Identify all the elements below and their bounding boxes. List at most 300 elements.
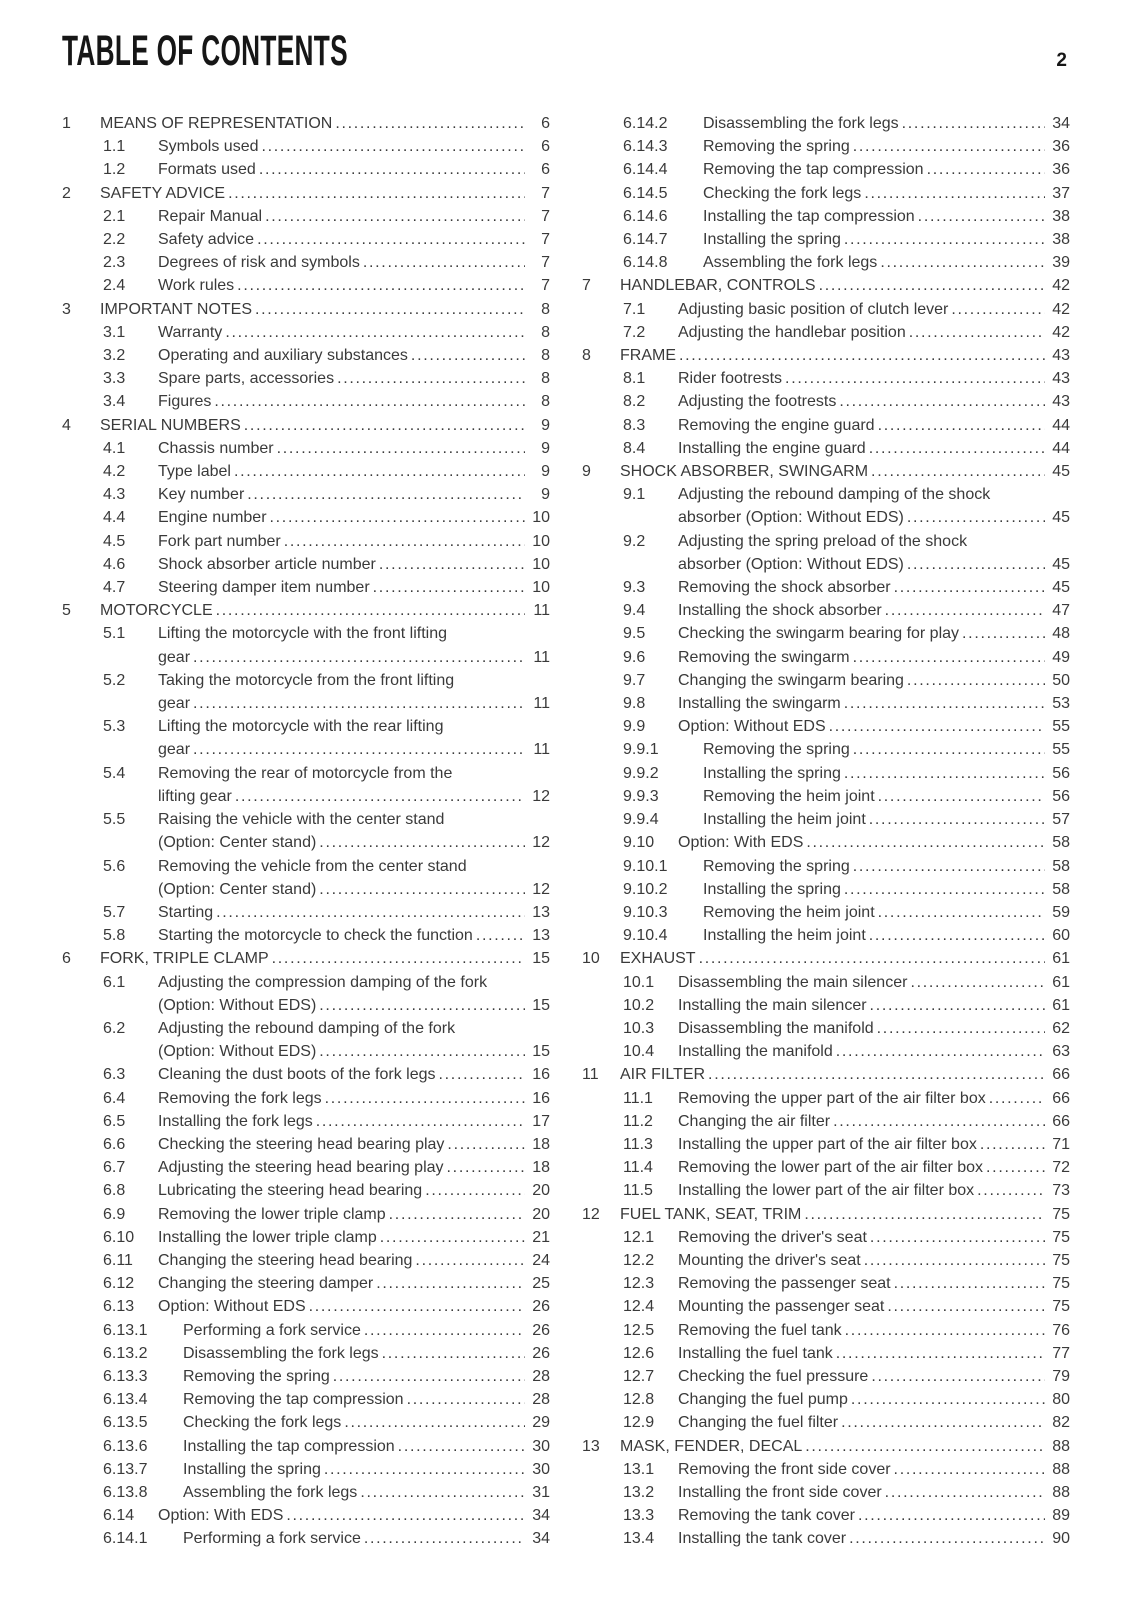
- toc-entry-number: 6.13.4: [103, 1391, 148, 1409]
- toc-entry-page: 12: [532, 880, 550, 898]
- toc-entry: [582, 622, 1070, 645]
- toc-entry-body: [158, 274, 550, 297]
- toc-dot-leader: [867, 994, 1045, 1017]
- toc-entry-page: 24: [532, 1251, 550, 1269]
- toc-entry-title: Installing the lower triple clamp: [158, 1228, 377, 1246]
- toc-entry-body: [678, 1156, 1070, 1179]
- toc-entry: [582, 669, 1070, 692]
- toc-dot-leader: [321, 1458, 525, 1481]
- toc-dot-leader: [833, 1040, 1045, 1063]
- toc-entry-title: Installing the shock absorber: [678, 602, 882, 620]
- toc-entry-title: Installing the manifold: [678, 1043, 833, 1061]
- toc-entry-page: 15: [532, 996, 550, 1014]
- toc-entry: [582, 808, 1070, 831]
- toc-dot-leader: [838, 1411, 1045, 1434]
- toc-entry-title: Warranty: [158, 323, 223, 341]
- toc-entry-number: 6.12: [103, 1275, 135, 1293]
- toc-entry-title: Mounting the passenger seat: [678, 1298, 885, 1316]
- toc-entry-number: 12.7: [623, 1367, 655, 1385]
- toc-entry-number: 7.2: [623, 323, 646, 341]
- toc-entry-page: 11: [533, 695, 550, 713]
- toc-entry-title: Removing the swingarm: [678, 648, 850, 666]
- toc-dot-leader: [254, 228, 525, 251]
- toc-entry-number: 9.9.3: [623, 787, 659, 805]
- toc-entry-page: 75: [1052, 1228, 1070, 1246]
- toc-entry-number: 6.14.5: [623, 184, 668, 202]
- toc-entry-page: 26: [532, 1321, 550, 1339]
- toc-entry-title: Removing the spring: [183, 1367, 330, 1385]
- toc-entry-number: 9.9: [623, 718, 646, 736]
- toc-entry-body: [158, 390, 550, 413]
- toc-entry-page: 62: [1052, 1019, 1070, 1037]
- toc-entry-body: [703, 228, 1070, 251]
- toc-entry-body: [158, 1179, 550, 1202]
- toc-entry-body: [158, 483, 550, 506]
- toc-entry-number: 5.1: [103, 625, 126, 643]
- toc-entry-body: [703, 878, 1070, 901]
- toc-dot-leader: [882, 599, 1045, 622]
- toc-dot-leader: [868, 460, 1045, 483]
- toc-entry-number: 12.9: [623, 1414, 655, 1432]
- toc-entry-page: 8: [541, 393, 550, 411]
- toc-dot-leader: [334, 367, 525, 390]
- toc-dot-leader: [907, 971, 1045, 994]
- toc-entry-body: [158, 901, 550, 924]
- toc-dot-leader: [306, 1295, 525, 1318]
- toc-entry-body: [183, 1458, 550, 1481]
- toc-entry-page: 44: [1052, 439, 1070, 457]
- toc-entry-number: 10.4: [623, 1043, 655, 1061]
- toc-entry: [582, 1342, 1070, 1365]
- toc-entry-title: Changing the swingarm bearing: [678, 671, 904, 689]
- toc-entry-number: 11.4: [623, 1159, 653, 1177]
- toc-entry: [582, 274, 1070, 297]
- toc-entry-body: [678, 1040, 1070, 1063]
- toc-entry-page: 18: [532, 1135, 550, 1153]
- toc-entry-number: 1: [62, 115, 71, 132]
- toc-entry-page: 7: [541, 184, 550, 202]
- toc-dot-leader: [915, 205, 1045, 228]
- toc-entry-body: [183, 1481, 550, 1504]
- toc-dot-leader: [361, 1319, 525, 1342]
- toc-entry-title: Performing a fork service: [183, 1530, 361, 1548]
- toc-entry-page: 42: [1052, 277, 1070, 295]
- toc-entry-page: 59: [1052, 903, 1070, 921]
- toc-entry-body: [678, 1133, 1070, 1156]
- toc-entry: [582, 1295, 1070, 1318]
- toc-entry-body: [678, 1388, 1070, 1411]
- toc-entry-page: 47: [1052, 602, 1070, 620]
- toc-entry: [582, 530, 1070, 576]
- toc-entry-number: 6.6: [103, 1135, 126, 1153]
- toc-entry-title: Rider footrests: [678, 370, 783, 388]
- toc-entry-page: 29: [532, 1414, 550, 1432]
- toc-dot-leader: [836, 390, 1045, 413]
- toc-entry-title: Raising the vehicle with the center stand: [158, 811, 445, 829]
- toc-entry: [582, 855, 1070, 878]
- toc-entry-body: [678, 1365, 1070, 1388]
- toc-entry-body: [678, 599, 1070, 622]
- toc-entry-body: [620, 1063, 1070, 1086]
- toc-entry-number: 2.2: [103, 231, 126, 249]
- toc-entry-title: Checking the fork legs: [703, 184, 862, 202]
- toc-entry-title: Safety advice: [158, 231, 255, 249]
- toc-dot-leader: [986, 1087, 1045, 1110]
- toc-entry-title: Changing the fuel pump: [678, 1391, 848, 1409]
- toc-dot-leader: [232, 785, 525, 808]
- toc-entry-body: [678, 646, 1070, 669]
- toc-entry: [582, 1319, 1070, 1342]
- toc-entry-number: 11: [582, 1066, 599, 1084]
- toc-entry: [582, 1087, 1070, 1110]
- toc-entry-title: Taking the motorcycle from the front lifting: [158, 671, 455, 689]
- toc-dot-leader: [316, 994, 525, 1017]
- toc-dot-leader: [341, 1411, 525, 1434]
- toc-entry-title: Installing the spring: [183, 1460, 321, 1478]
- toc-entry: [582, 994, 1070, 1017]
- toc-entry-number: 9.7: [623, 671, 646, 689]
- toc-entry-title: Lifting the motorcycle with the front lifting: [158, 625, 448, 643]
- toc-entry-page: 58: [1052, 880, 1070, 898]
- toc-entry-body: [158, 1133, 550, 1156]
- toc-entry-body: [620, 1203, 1070, 1226]
- toc-entry-page: 90: [1052, 1530, 1070, 1548]
- toc-dot-leader: [322, 1087, 525, 1110]
- toc-entry-number: 6.14.8: [623, 254, 668, 272]
- toc-entry-title: Removing the fork legs: [158, 1089, 322, 1107]
- toc-entry-number: 5.6: [103, 857, 126, 875]
- toc-dot-leader: [959, 622, 1045, 645]
- toc-entry-page: 42: [1052, 323, 1070, 341]
- toc-entry-body: [703, 855, 1070, 878]
- toc-entry: [62, 924, 550, 947]
- toc-entry-title: Adjusting basic position of clutch lever: [678, 300, 949, 318]
- toc-entry-title: Formats used: [158, 161, 256, 179]
- toc-dot-leader: [313, 1110, 525, 1133]
- toc-entry-number: 12.8: [623, 1391, 655, 1409]
- toc-entry-body: [678, 1458, 1070, 1481]
- toc-entry-page: 45: [1052, 509, 1070, 527]
- toc-entry-title: Removing the engine guard: [678, 416, 875, 434]
- toc-dot-leader: [395, 1435, 525, 1458]
- toc-entry-page: 16: [532, 1089, 550, 1107]
- toc-entry-page: 11: [533, 648, 550, 666]
- toc-entry: [62, 1504, 550, 1527]
- toc-entry-number: 10: [582, 950, 600, 968]
- toc-dot-leader: [332, 112, 525, 135]
- toc-entry-number: 4.1: [103, 439, 126, 457]
- toc-entry-page: 45: [1052, 579, 1070, 597]
- toc-dot-leader: [222, 321, 525, 344]
- toc-entry-number: 5: [62, 602, 71, 620]
- toc-entry-title: Work rules: [158, 277, 235, 295]
- toc-entry: [62, 1388, 550, 1411]
- toc-entry-body: [158, 158, 550, 181]
- toc-entry-title-continued: (Option: Without EDS): [158, 996, 317, 1014]
- toc-entry: [62, 947, 550, 970]
- toc-entry-number: 5.5: [103, 811, 126, 829]
- toc-entry-body: [678, 1342, 1070, 1365]
- toc-entry-body: [678, 1295, 1070, 1318]
- toc-entry-title-continued: gear: [158, 741, 191, 759]
- toc-entry: [582, 1411, 1070, 1434]
- toc-entry-page: 61: [1052, 950, 1070, 968]
- toc-dot-leader: [213, 901, 525, 924]
- toc-entry-title: Steering damper item number: [158, 579, 370, 597]
- toc-entry-number: 12.5: [623, 1321, 655, 1339]
- toc-entry-page: 10: [532, 579, 550, 597]
- toc-entry-body: [678, 1226, 1070, 1249]
- toc-entry-number: 1.1: [103, 138, 126, 156]
- toc-entry: [582, 182, 1070, 205]
- toc-entry-number: 4.3: [103, 486, 126, 504]
- toc-entry-title: Adjusting the rebound damping of the shock: [678, 486, 991, 504]
- toc-entry-page: 7: [541, 207, 550, 225]
- toc-entry: [582, 599, 1070, 622]
- toc-entry-title: Installing the tank cover: [678, 1530, 847, 1548]
- toc-entry-page: 7: [541, 254, 550, 272]
- toc-entry-title: Installing the upper part of the air filter box: [678, 1135, 977, 1153]
- toc-dot-leader: [444, 1156, 525, 1179]
- toc-entry-number: 6: [62, 950, 71, 968]
- toc-entry-title: Removing the tap compression: [703, 161, 924, 179]
- toc-entry-title: Removing the vehicle from the center stand: [158, 857, 467, 875]
- toc-entry: [62, 1203, 550, 1226]
- toc-dot-leader: [866, 924, 1045, 947]
- toc-column-right: [582, 112, 1070, 1551]
- toc-entry: [582, 1527, 1070, 1550]
- toc-entry-page: 21: [532, 1228, 550, 1246]
- toc-entry-number: 9.10.1: [623, 857, 668, 875]
- toc-entry-page: 34: [1052, 115, 1070, 132]
- toc-entry-body: [703, 135, 1070, 158]
- toc-entry-title: Key number: [158, 486, 245, 504]
- toc-entry-body: [703, 205, 1070, 228]
- toc-dot-leader: [330, 1365, 525, 1388]
- toc-entry-body: [100, 112, 550, 135]
- toc-entry: [62, 1087, 550, 1110]
- toc-dot-leader: [473, 924, 525, 947]
- toc-dot-leader: [316, 1040, 525, 1063]
- toc-entry: [62, 344, 550, 367]
- toc-entry-body: [678, 622, 1070, 645]
- toc-dot-leader: [841, 762, 1045, 785]
- toc-entry: [62, 112, 550, 135]
- toc-entry-number: 6.7: [103, 1159, 126, 1177]
- toc-dot-leader: [866, 437, 1045, 460]
- toc-entry-title: Removing the passenger seat: [678, 1275, 891, 1293]
- toc-entry: [62, 622, 550, 668]
- toc-dot-leader: [842, 1319, 1045, 1342]
- toc-entry-number: 6.2: [103, 1019, 126, 1037]
- toc-dot-leader: [841, 228, 1045, 251]
- toc-entry-number: 9.10: [623, 834, 655, 852]
- toc-entry-page: 8: [541, 347, 550, 365]
- toc-entry-body: [678, 831, 1070, 854]
- toc-entry-body: [158, 205, 550, 228]
- toc-dot-leader: [377, 1226, 525, 1249]
- toc-entry: [582, 228, 1070, 251]
- toc-entry-title: Changing the steering head bearing: [158, 1251, 413, 1269]
- toc-entry-title: IMPORTANT NOTES: [100, 300, 253, 318]
- toc-entry: [62, 1133, 550, 1156]
- toc-entry-title: Installing the heim joint: [703, 811, 866, 829]
- toc-entry-number: 12.2: [623, 1251, 655, 1269]
- toc-entry: [582, 483, 1070, 529]
- toc-dot-leader: [360, 251, 525, 274]
- toc-dot-leader: [436, 1063, 525, 1086]
- toc-entry-body: [678, 530, 1070, 576]
- toc-entry: [582, 1040, 1070, 1063]
- toc-entry-page: 10: [532, 555, 550, 573]
- toc-dot-leader: [386, 1203, 525, 1226]
- toc-dot-leader: [861, 1249, 1045, 1272]
- toc-dot-leader: [705, 1063, 1045, 1086]
- toc-entry-title: Removing the tank cover: [678, 1507, 855, 1525]
- toc-entry-number: 12.4: [623, 1298, 655, 1316]
- toc-entry-page: 49: [1052, 648, 1070, 666]
- toc-entry: [582, 1272, 1070, 1295]
- toc-entry-number: 10.2: [623, 996, 655, 1014]
- toc-entry-number: 4.7: [103, 579, 126, 597]
- toc-entry-title: Installing the main silencer: [678, 996, 867, 1014]
- toc-entry-page: 89: [1052, 1507, 1070, 1525]
- toc-entry: [62, 298, 550, 321]
- toc-entry-page: 79: [1052, 1367, 1070, 1385]
- toc-entry-number: 9.6: [623, 648, 646, 666]
- toc-entry: [582, 321, 1070, 344]
- toc-entry-number: 9.8: [623, 695, 646, 713]
- toc-entry: [582, 1365, 1070, 1388]
- page-header: [62, 27, 1067, 75]
- toc-entry: [582, 1388, 1070, 1411]
- toc-entry: [582, 298, 1070, 321]
- toc-entry-number: 9.5: [623, 625, 646, 643]
- toc-entry-title: FRAME: [620, 347, 676, 365]
- toc-entry: [582, 1017, 1070, 1040]
- toc-entry-title: Figures: [158, 393, 212, 411]
- toc-entry-page: 63: [1052, 1043, 1070, 1061]
- toc-entry: [582, 1179, 1070, 1202]
- toc-entry-body: [703, 738, 1070, 761]
- toc-entry-number: 6.14.6: [623, 207, 668, 225]
- toc-entry-body: [100, 414, 550, 437]
- toc-entry-page: 45: [1052, 555, 1070, 573]
- toc-entry-body: [678, 1527, 1070, 1550]
- toc-entry-body: [158, 251, 550, 274]
- toc-entry-title: MOTORCYCLE: [100, 602, 213, 620]
- toc-entry-number: 6.3: [103, 1066, 126, 1084]
- toc-dot-leader: [316, 878, 525, 901]
- toc-entry: [582, 1249, 1070, 1272]
- toc-entry-body: [678, 1179, 1070, 1202]
- toc-entry: [62, 576, 550, 599]
- toc-entry-body: [158, 924, 550, 947]
- toc-entry-body: [158, 344, 550, 367]
- toc-dot-leader: [891, 576, 1045, 599]
- toc-dot-leader: [361, 1527, 525, 1550]
- toc-entry: [62, 901, 550, 924]
- page-number: 2: [1056, 50, 1067, 71]
- toc-dot-leader: [801, 1203, 1045, 1226]
- toc-entry-body: [703, 251, 1070, 274]
- toc-entry-title: Adjusting the compression damping of the fork: [158, 973, 488, 991]
- toc-entry-page: 28: [532, 1391, 550, 1409]
- toc-dot-leader: [868, 1365, 1045, 1388]
- toc-entry-body: [703, 158, 1070, 181]
- toc-entry-title: Option: With EDS: [678, 834, 804, 852]
- toc-entry-page: 15: [532, 1043, 550, 1061]
- toc-entry-title: HANDLEBAR, CONTROLS: [620, 277, 816, 295]
- toc-dot-leader: [830, 1110, 1045, 1133]
- toc-entry: [62, 228, 550, 251]
- toc-entry-page: 76: [1052, 1321, 1070, 1339]
- toc-entry-page: 11: [533, 602, 550, 620]
- toc-entry-body: [703, 924, 1070, 947]
- toc-entry-page: 9: [541, 463, 550, 481]
- toc-entry-page: 17: [532, 1112, 550, 1130]
- toc-entry-number: 9.4: [623, 602, 646, 620]
- toc-entry: [62, 390, 550, 413]
- toc-entry: [582, 1504, 1070, 1527]
- toc-entry-title: Removing the lower part of the air filter box: [678, 1159, 984, 1177]
- toc-entry: [582, 205, 1070, 228]
- toc-entry: [62, 1435, 550, 1458]
- toc-entry: [62, 460, 550, 483]
- toc-entry-body: [620, 460, 1070, 483]
- toc-entry-title-continued: gear: [158, 695, 191, 713]
- toc-entry-title: Installing the spring: [703, 764, 841, 782]
- toc-dot-leader: [225, 182, 525, 205]
- toc-entry-page: 9: [541, 486, 550, 504]
- toc-entry-body: [678, 994, 1070, 1017]
- toc-entry-number: 12: [582, 1205, 600, 1223]
- toc-entry-title: Starting the motorcycle to check the function: [158, 927, 473, 945]
- toc-entry: [62, 1411, 550, 1434]
- toc-entry-page: 26: [532, 1298, 550, 1316]
- toc-entry-number: 13.4: [623, 1530, 655, 1548]
- toc-entry-body: [183, 1435, 550, 1458]
- toc-entry: [582, 460, 1070, 483]
- toc-dot-leader: [866, 808, 1045, 831]
- toc-entry-title: Installing the tap compression: [183, 1437, 395, 1455]
- toc-entry-page: 82: [1052, 1414, 1070, 1432]
- toc-entry-number: 8.2: [623, 393, 646, 411]
- toc-dot-leader: [190, 646, 525, 669]
- toc-entry-body: [158, 1226, 550, 1249]
- toc-dot-leader: [948, 298, 1045, 321]
- toc-entry-body: [703, 762, 1070, 785]
- toc-entry-number: 6.8: [103, 1182, 126, 1200]
- toc-entry-page: 20: [532, 1182, 550, 1200]
- toc-dot-leader: [850, 738, 1045, 761]
- toc-entry: [582, 1458, 1070, 1481]
- toc-entry: [582, 715, 1070, 738]
- toc-entry: [62, 669, 550, 715]
- toc-entry-page: 36: [1052, 138, 1070, 156]
- toc-entry-title: Lifting the motorcycle with the rear lifting: [158, 718, 444, 736]
- toc-entry-title: Removing the spring: [703, 857, 850, 875]
- toc-entry-number: 6.4: [103, 1089, 126, 1107]
- toc-entry: [582, 878, 1070, 901]
- toc-entry-number: 11.5: [623, 1182, 653, 1200]
- toc-entry-number: 2.4: [103, 277, 126, 295]
- toc-entry-body: [158, 460, 550, 483]
- toc-entry-title: SHOCK ABSORBER, SWINGARM: [620, 463, 869, 481]
- toc-entry-number: 6.13.5: [103, 1414, 148, 1432]
- toc-entry-page: 13: [532, 903, 550, 921]
- toc-entry-page: 55: [1052, 741, 1070, 759]
